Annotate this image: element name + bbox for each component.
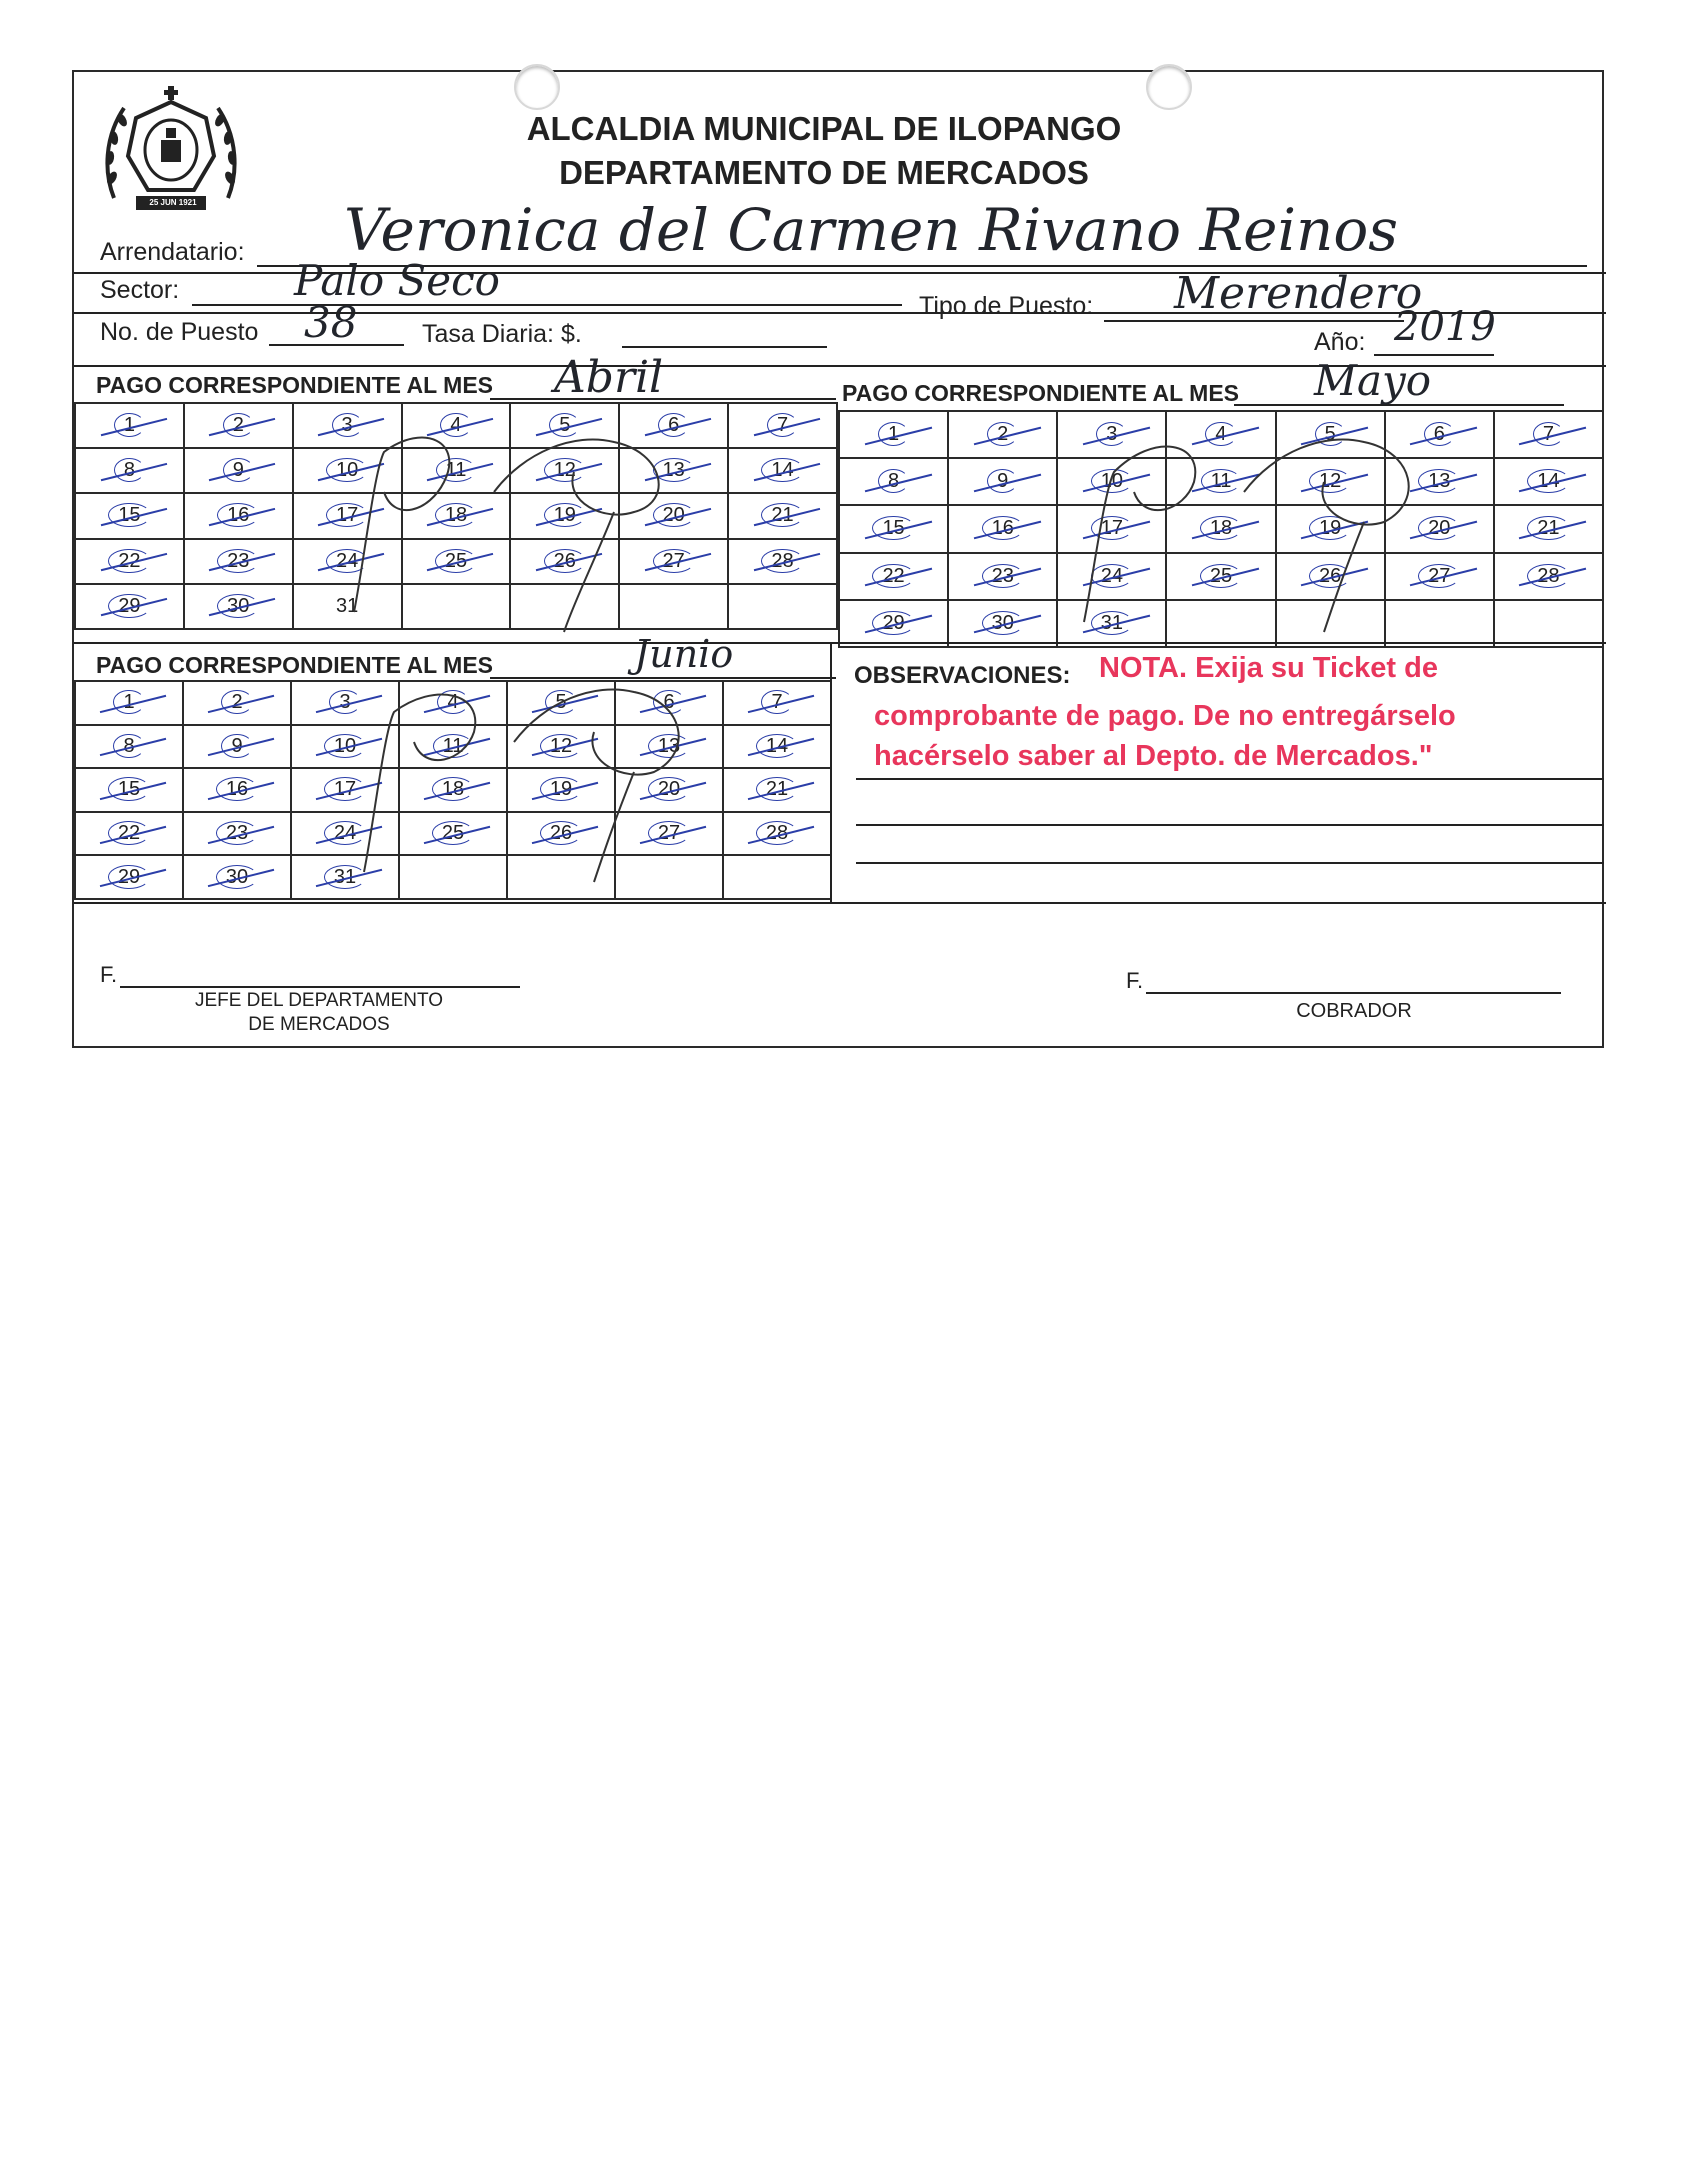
day-cell — [293, 539, 402, 584]
header-title: ALCALDIA MUNICIPAL DE ILOPANGO — [526, 110, 1122, 147]
puesto-label: No. de Puesto — [100, 318, 259, 346]
day-cell — [839, 553, 948, 600]
day-cell — [75, 681, 183, 725]
day-number: 11 — [1201, 469, 1242, 493]
day-number: 9 — [987, 469, 1018, 493]
day-cell — [291, 725, 399, 769]
day-number: 6 — [658, 413, 689, 437]
empty-cell — [728, 584, 837, 629]
header-subtitle: DEPARTAMENTO DE MERCADOS — [559, 154, 1089, 191]
day-cell — [1057, 458, 1166, 505]
day-number: 14 — [1527, 469, 1569, 493]
day-number: 29 — [108, 594, 150, 618]
day-cell — [1166, 553, 1275, 600]
day-cell — [183, 855, 291, 899]
empty-cell — [1494, 600, 1603, 647]
day-number: 24 — [1091, 564, 1133, 588]
day-cell — [1166, 458, 1275, 505]
mes-mayo-name: Mayo — [1314, 356, 1432, 405]
day-number: 2 — [223, 413, 254, 437]
day-cell — [1494, 505, 1603, 552]
day-number: 4 — [1205, 422, 1236, 446]
day-cell — [184, 493, 293, 538]
day-cell — [399, 768, 507, 812]
day-cell — [75, 768, 183, 812]
day-cell — [510, 448, 619, 493]
day-number: 3 — [332, 413, 363, 437]
empty-cell — [723, 855, 831, 899]
day-number: 3 — [1096, 422, 1127, 446]
day-cell — [184, 584, 293, 629]
day-number: 25 — [435, 549, 477, 573]
day-number: 13 — [1418, 469, 1460, 493]
day-cell — [399, 812, 507, 856]
day-number: 30 — [216, 865, 258, 889]
day-number: 7 — [767, 413, 798, 437]
day-cell — [839, 505, 948, 552]
day-cell — [510, 403, 619, 448]
tipo-puesto-value: Merendero — [1174, 268, 1423, 319]
punch-hole — [514, 64, 560, 110]
day-cell — [291, 855, 399, 899]
day-number: 27 — [1418, 564, 1460, 588]
mayo-days-grid — [838, 410, 1604, 648]
day-number: 21 — [761, 503, 803, 527]
day-cell — [1057, 411, 1166, 458]
day-number: 19 — [544, 503, 586, 527]
day-cell — [1057, 600, 1166, 647]
day-number: 25 — [432, 821, 474, 845]
day-cell — [399, 681, 507, 725]
f-left-label: F. — [100, 962, 118, 987]
empty-cell — [1276, 600, 1385, 647]
day-number: 23 — [982, 564, 1024, 588]
empty-cell — [1166, 600, 1275, 647]
day-number: 28 — [1527, 564, 1569, 588]
day-cell — [184, 403, 293, 448]
day-cell — [75, 539, 184, 584]
day-cell — [619, 448, 728, 493]
mes-junio-title: PAGO CORRESPONDIENTE AL MES — [96, 652, 494, 678]
day-cell — [75, 448, 184, 493]
puesto-value: 38 — [304, 298, 358, 347]
day-cell — [948, 505, 1057, 552]
day-cell — [75, 584, 184, 629]
day-cell — [1385, 458, 1494, 505]
day-number: 6 — [1424, 422, 1455, 446]
day-number: 31 — [324, 865, 366, 889]
day-number: 8 — [114, 458, 145, 482]
day-number: 30 — [982, 611, 1024, 635]
day-cell — [1385, 505, 1494, 552]
day-number: 1 — [113, 690, 144, 714]
day-cell — [1276, 411, 1385, 458]
firma-jefe-line — [120, 986, 520, 988]
day-cell — [615, 681, 723, 725]
day-cell — [402, 493, 511, 538]
day-number: 29 — [108, 865, 150, 889]
day-cell — [1166, 411, 1275, 458]
day-cell — [948, 458, 1057, 505]
observaciones-label: OBSERVACIONES: — [854, 662, 1071, 689]
day-cell — [728, 403, 837, 448]
day-cell — [184, 448, 293, 493]
mes-abril-title: PAGO CORRESPONDIENTE AL MES — [96, 372, 494, 398]
day-cell — [510, 493, 619, 538]
day-cell — [402, 448, 511, 493]
tasa-diaria-label: Tasa Diaria: $. — [422, 320, 582, 348]
day-number: 12 — [540, 734, 582, 758]
day-cell — [75, 493, 184, 538]
day-cell — [183, 681, 291, 725]
day-number: 7 — [1533, 422, 1564, 446]
day-number: 30 — [217, 594, 259, 618]
day-cell — [402, 539, 511, 584]
day-number: 18 — [1200, 516, 1242, 540]
day-number: 28 — [761, 549, 803, 573]
day-cell — [75, 812, 183, 856]
empty-cell — [510, 584, 619, 629]
day-number: 4 — [437, 690, 468, 714]
day-number: 17 — [324, 777, 366, 801]
day-cell — [507, 812, 615, 856]
day-cell — [507, 681, 615, 725]
day-cell — [1276, 553, 1385, 600]
day-cell — [75, 403, 184, 448]
mes-mayo-title: PAGO CORRESPONDIENTE AL MES — [842, 380, 1240, 406]
day-number: 24 — [324, 821, 366, 845]
arrendatario-value: Veronica del Carmen Rivano Reinos — [344, 196, 1399, 264]
day-cell — [1057, 505, 1166, 552]
day-cell — [1494, 553, 1603, 600]
day-number: 27 — [648, 821, 690, 845]
tipo-puesto-label: Tipo de Puesto: — [919, 292, 1094, 320]
day-cell — [728, 539, 837, 584]
day-number: 11 — [433, 734, 474, 758]
day-number: 19 — [540, 777, 582, 801]
tipo-puesto-line — [1104, 320, 1404, 322]
day-number: 21 — [756, 777, 798, 801]
abril-days-grid — [74, 402, 838, 630]
day-cell — [293, 403, 402, 448]
empty-cell — [615, 855, 723, 899]
day-number: 26 — [1309, 564, 1351, 588]
day-number: 10 — [326, 458, 368, 482]
day-number: 17 — [1091, 516, 1133, 540]
sector-value: Palo Seco — [294, 256, 500, 305]
mes-junio-name: Junio — [634, 632, 734, 676]
day-cell — [1494, 411, 1603, 458]
day-cell — [839, 458, 948, 505]
day-cell — [839, 411, 948, 458]
junio-days-grid — [74, 680, 832, 900]
day-cell — [399, 725, 507, 769]
jefe-label-line1: JEFE DEL DEPARTAMENTO — [194, 990, 444, 1011]
day-number: 28 — [756, 821, 798, 845]
day-number: 12 — [1309, 469, 1351, 493]
day-cell — [619, 493, 728, 538]
day-number: 26 — [540, 821, 582, 845]
day-cell — [184, 539, 293, 584]
note-line-1: NOTA. Exija su Ticket de — [1099, 652, 1438, 684]
day-number: 17 — [326, 503, 368, 527]
day-cell — [183, 768, 291, 812]
day-number: 6 — [653, 690, 684, 714]
day-number: 8 — [878, 469, 909, 493]
day-cell — [723, 812, 831, 856]
day-number: 9 — [221, 734, 252, 758]
day-number: 23 — [217, 549, 259, 573]
day-cell — [948, 553, 1057, 600]
day-number: 20 — [1418, 516, 1460, 540]
arrendatario-label: Arrendatario: — [100, 238, 245, 266]
jefe-label-line2: DE MERCADOS — [248, 1014, 390, 1035]
anio-label: Año: — [1314, 328, 1366, 356]
day-number: 10 — [324, 734, 366, 758]
day-cell — [1385, 553, 1494, 600]
note-line-3: hacérselo saber al Depto. de Mercados." — [874, 740, 1433, 772]
day-number: 5 — [1315, 422, 1346, 446]
day-number: 16 — [216, 777, 258, 801]
day-cell — [1166, 505, 1275, 552]
day-number: 31 — [335, 594, 359, 617]
day-number: 20 — [648, 777, 690, 801]
anio-value: 2019 — [1394, 304, 1496, 350]
day-cell — [402, 403, 511, 448]
day-number: 13 — [648, 734, 690, 758]
empty-cell — [507, 855, 615, 899]
day-number: 20 — [653, 503, 695, 527]
day-cell — [1494, 458, 1603, 505]
day-number: 1 — [878, 422, 909, 446]
day-cell — [507, 768, 615, 812]
day-number: 2 — [987, 422, 1018, 446]
day-cell — [615, 812, 723, 856]
day-cell — [291, 812, 399, 856]
day-cell — [948, 411, 1057, 458]
day-cell — [1385, 411, 1494, 458]
day-number: 26 — [544, 549, 586, 573]
day-number: 11 — [436, 458, 477, 482]
day-number: 13 — [653, 458, 695, 482]
day-number: 19 — [1309, 516, 1351, 540]
day-number: 10 — [1091, 469, 1133, 493]
day-cell — [948, 600, 1057, 647]
day-number: 8 — [113, 734, 144, 758]
tasa-diaria-line — [622, 346, 827, 348]
day-number: 4 — [440, 413, 471, 437]
day-number: 27 — [653, 549, 695, 573]
day-number: 22 — [872, 564, 914, 588]
day-cell — [619, 403, 728, 448]
day-number: 2 — [221, 690, 252, 714]
firma-cobrador-line — [1146, 992, 1561, 994]
day-number: 16 — [217, 503, 259, 527]
day-cell — [75, 855, 183, 899]
day-cell — [291, 768, 399, 812]
day-cell — [293, 448, 402, 493]
punch-hole — [1146, 64, 1192, 110]
day-number: 22 — [108, 821, 150, 845]
day-number: 31 — [1091, 611, 1133, 635]
day-cell — [1276, 458, 1385, 505]
day-cell — [839, 600, 948, 647]
day-number: 22 — [108, 549, 150, 573]
day-cell — [723, 725, 831, 769]
empty-cell — [402, 584, 511, 629]
day-cell — [183, 725, 291, 769]
day-number: 14 — [756, 734, 798, 758]
day-number: 5 — [549, 413, 580, 437]
day-number: 5 — [545, 690, 576, 714]
day-cell — [728, 448, 837, 493]
day-number: 14 — [761, 458, 803, 482]
day-number: 3 — [329, 690, 360, 714]
day-number: 18 — [432, 777, 474, 801]
payment-card — [72, 70, 1604, 1048]
day-number: 18 — [435, 503, 477, 527]
empty-cell — [619, 584, 728, 629]
day-number: 1 — [114, 413, 145, 437]
seal-ribbon-text: 25 JUN 1921 — [149, 198, 197, 207]
cobrador-label: COBRADOR — [1296, 1000, 1412, 1022]
day-cell — [619, 539, 728, 584]
day-number: 23 — [216, 821, 258, 845]
day-cell — [291, 681, 399, 725]
day-number: 15 — [872, 516, 914, 540]
empty-cell — [399, 855, 507, 899]
day-number: 15 — [108, 503, 150, 527]
day-cell — [507, 725, 615, 769]
day-cell — [615, 768, 723, 812]
day-cell — [293, 493, 402, 538]
day-cell — [293, 584, 402, 629]
empty-cell — [1385, 600, 1494, 647]
day-number: 25 — [1200, 564, 1242, 588]
day-number: 12 — [544, 458, 586, 482]
day-cell — [1057, 553, 1166, 600]
day-cell — [615, 725, 723, 769]
day-number: 9 — [223, 458, 254, 482]
day-cell — [728, 493, 837, 538]
note-line-2: comprobante de pago. De no entregárselo — [874, 700, 1456, 732]
day-cell — [723, 681, 831, 725]
day-number: 16 — [982, 516, 1024, 540]
day-number: 24 — [326, 549, 368, 573]
day-number: 21 — [1527, 516, 1569, 540]
f-right-label: F. — [1126, 968, 1144, 993]
day-cell — [510, 539, 619, 584]
day-cell — [1276, 505, 1385, 552]
mes-abril-name: Abril — [554, 352, 664, 403]
sector-label: Sector: — [100, 276, 180, 304]
day-cell — [723, 768, 831, 812]
day-number: 29 — [872, 611, 914, 635]
day-cell — [183, 812, 291, 856]
day-cell — [75, 725, 183, 769]
day-number: 7 — [761, 690, 792, 714]
day-number: 15 — [108, 777, 150, 801]
